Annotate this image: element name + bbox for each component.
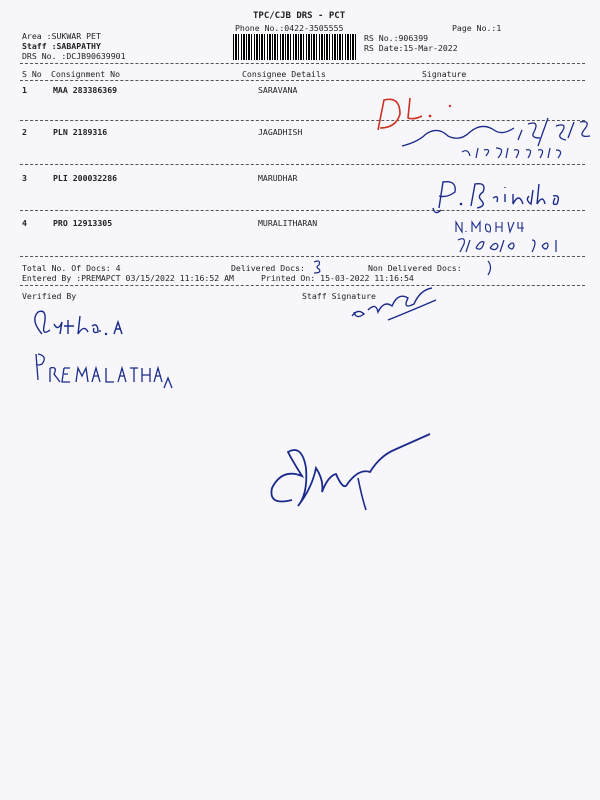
rs-date: RS Date:15-Mar-2022 (364, 43, 458, 53)
divider (20, 285, 585, 286)
row1-sno: 1 (22, 85, 27, 95)
row4-sno: 4 (22, 218, 27, 228)
col-signature: Signature (422, 69, 467, 79)
rs-number: RS No.:906399 (364, 33, 429, 43)
staff-signature-label: Staff Signature (302, 291, 376, 301)
row3-sno: 3 (22, 173, 27, 183)
signature-row2-mark (398, 112, 598, 164)
non-delivered-count-handwritten (485, 259, 495, 277)
divider (20, 80, 585, 81)
row1-consignment: MAA 283386369 (53, 85, 118, 95)
delivered-count-handwritten (312, 259, 324, 275)
divider (20, 63, 585, 64)
row4-consignment: PRO 12913305 (53, 218, 113, 228)
row2-consignee: JAGADHISH (258, 127, 303, 137)
row3-consignee: MARUDHAR (258, 173, 298, 183)
row1-consignee: SARAVANA (258, 85, 298, 95)
phone-number: Phone No.:0422-3505555 (235, 23, 344, 33)
row2-consignment: PLN 2189316 (53, 127, 108, 137)
large-signature (262, 428, 438, 516)
col-consignment: Consignment No (51, 69, 121, 79)
col-sno: S No (22, 69, 42, 79)
signature-row4-mark (452, 218, 582, 258)
row3-consignment: PLI 200032286 (53, 173, 118, 183)
page-number: Page No.:1 (452, 23, 502, 33)
delivered-docs: Delivered Docs: (231, 263, 305, 273)
staff-signature-mark (348, 280, 444, 324)
verified-signature-1 (28, 306, 128, 342)
row2-sno: 2 (22, 127, 27, 137)
printed-on: Printed On: 15-03-2022 11:16:54 (261, 273, 414, 283)
row4-consignee: MURALITHARAN (258, 218, 318, 228)
total-docs: Total No. Of Docs: 4 (22, 263, 121, 273)
staff-label: Staff :SABAPATHY (22, 41, 101, 51)
drs-number: DRS No. :DCJB90639901 (22, 51, 126, 61)
divider (20, 164, 585, 165)
document-title: TPC/CJB DRS - PCT (253, 11, 346, 21)
barcode (233, 34, 356, 60)
entered-by: Entered By :PREMAPCT 03/15/2022 11:16:52 AM (22, 273, 234, 283)
area-label: Area :SUKWAR PET (22, 31, 101, 41)
col-consignee: Consignee Details (242, 69, 326, 79)
signature-row3-mark (425, 172, 575, 220)
non-delivered-docs: Non Delivered Docs: (368, 263, 462, 273)
verified-signature-2 (32, 350, 172, 390)
verified-by-label: Verified By (22, 291, 77, 301)
